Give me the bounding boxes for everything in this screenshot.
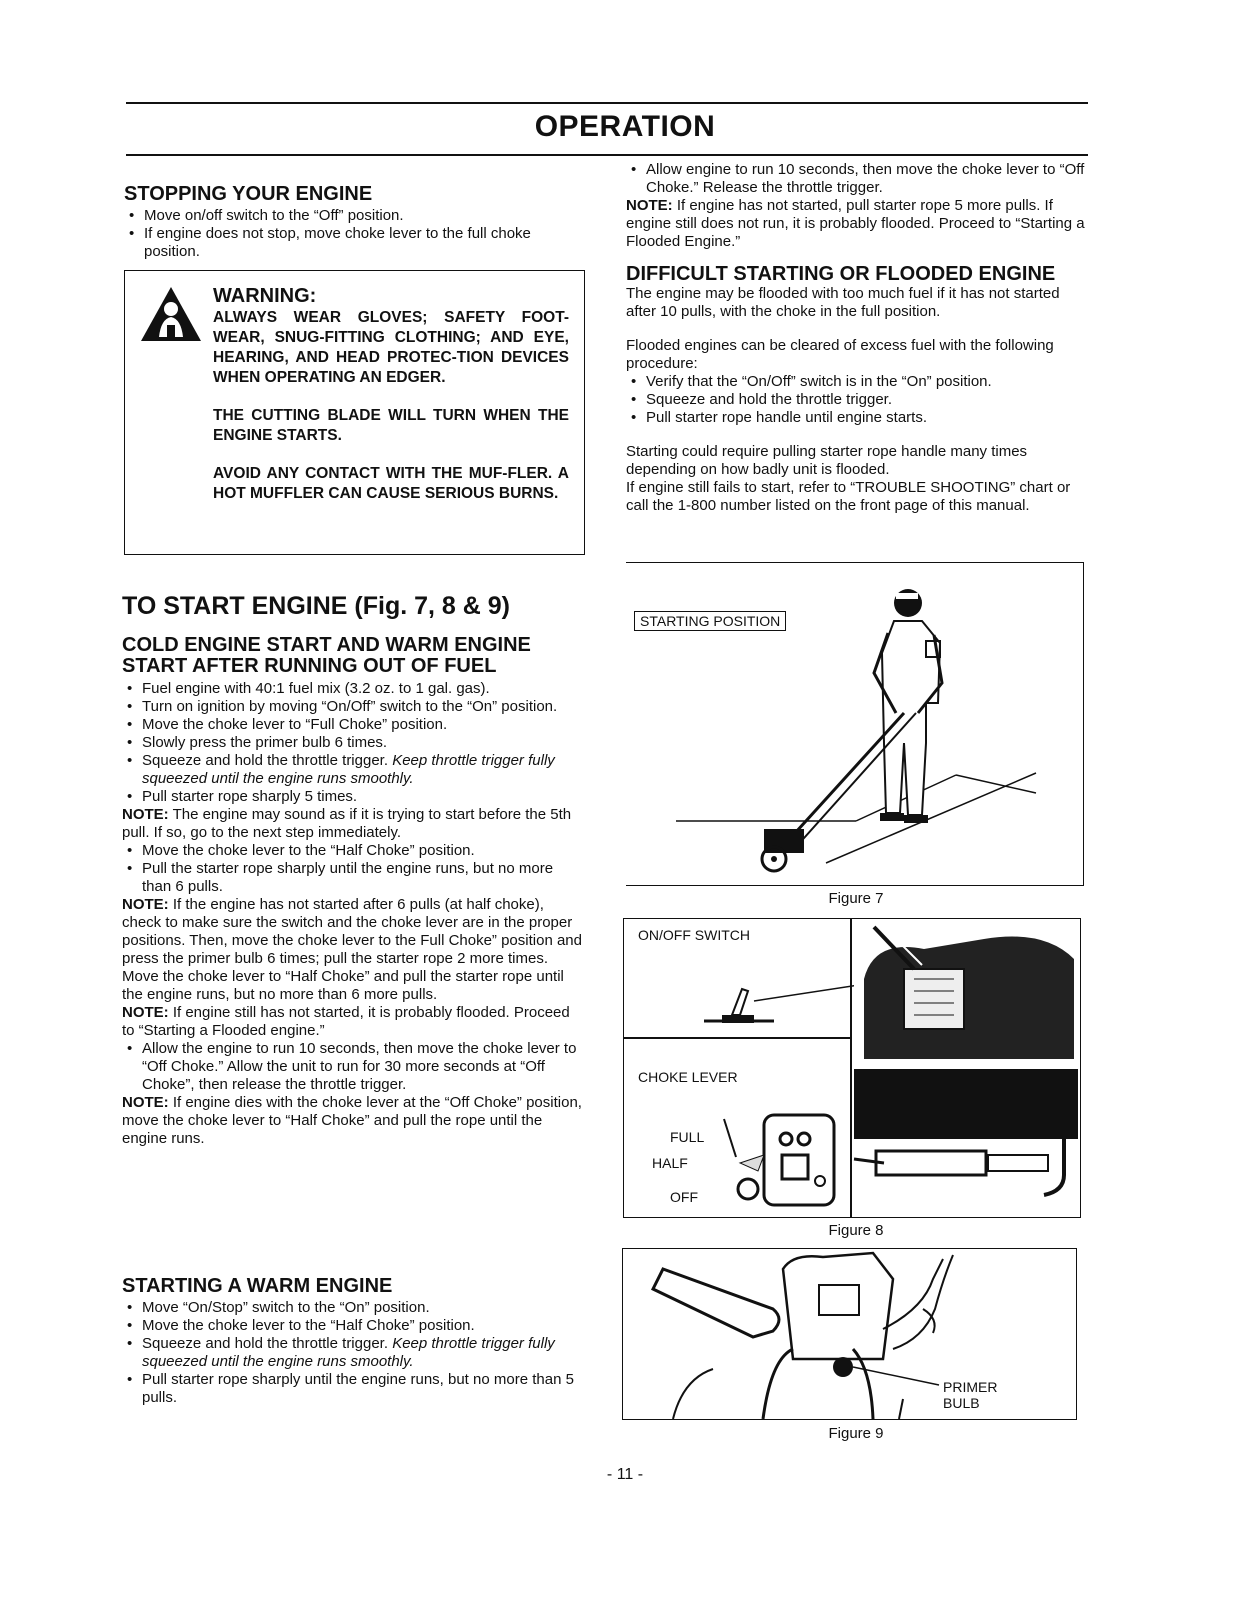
list-item: • Allow the engine to run 10 seconds, then move the choke lever to “Off Choke.” Allow the unit to run for 30 more seconds at “Off Choke”, then release the throttle trigger. [122, 1040, 584, 1094]
note-4 [122, 1094, 584, 1148]
note-3 [122, 1004, 584, 1040]
stopping-list [124, 207, 586, 261]
figure-9-caption: Figure 9 [828, 1425, 884, 1442]
note-text: If the engine has not started after 6 pulls (at half choke), check to make sure the switch and the choke lever are in the proper positions. Then, move the choke lever to the Full Choke” position and press the primer bulb 6 times; pull the starter rope 2 more times. Move the choke lever to “Half Choke” and pull the starter rope until the engine runs, but no more than 6 more pulls. [122, 896, 582, 1003]
primer-bulb-illustration [623, 1249, 1076, 1419]
choke-half-label: HALF [652, 1155, 688, 1171]
list-item: • Fuel engine with 40:1 fuel mix (3.2 oz. to 1 gal. gas). [122, 680, 584, 698]
list-item: • Move the choke lever to the “Half Choke” position. [122, 842, 584, 860]
right-note [626, 197, 1088, 251]
warning-text-1: ALWAYS WEAR GLOVES; SAFETY FOOT-WEAR, SNUG-FITTING CLOTHING; AND EYE, HEARING, AND HEAD PROTEC-TION DEVICES WHEN OPERATING AN EDGER. [213, 309, 569, 386]
start-heading: TO START ENGINE (Fig. 7, 8 & 9) [122, 592, 511, 620]
figure-8 [623, 918, 1081, 1218]
list-item: • Move on/off switch to the “Off” position. [124, 207, 586, 225]
list-item: • If engine does not stop, move choke lever to the full choke position. [124, 225, 586, 261]
allow-engine-list [626, 161, 1088, 197]
start-section [122, 592, 584, 1148]
figure-9 [622, 1248, 1077, 1420]
warning-title: WARNING: [213, 285, 317, 307]
right-column-text [626, 161, 1088, 515]
list-item [122, 1335, 584, 1371]
bulb-label: BULB [943, 1395, 980, 1411]
squeeze-italic: Keep throttle trigger fully squeezed until the engine runs smoothly. [142, 752, 555, 787]
cold-start-list [122, 680, 584, 806]
list-item [122, 752, 584, 788]
choke-list [122, 842, 584, 896]
squeeze-italic: Keep throttle trigger fully squeezed until the engine runs smoothly. [142, 1335, 555, 1370]
flooded-list [626, 373, 1088, 427]
note-text: If engine has not started, pull starter rope 5 more pulls. If engine still does not run, it is probably flooded. Proceed to “Starting a Flooded Engine.” [626, 197, 1085, 250]
list-item: • Move the choke lever to the “Half Choke” position. [122, 1317, 584, 1335]
list-item: • Move “On/Stop” switch to the “On” position. [122, 1299, 584, 1317]
operator-illustration [626, 563, 1082, 885]
note-text: If engine still has not started, it is probably flooded. Proceed to “Starting a Flooded engine.” [122, 1004, 570, 1039]
list-item: • Pull starter rope sharply until the engine runs, but no more than 5 pulls. [122, 1371, 584, 1407]
note-text: If engine dies with the choke lever at the “Off Choke” position, move the choke lever to “Half Choke” and pull the rope until the engine runs. [122, 1094, 582, 1147]
flooded-text-3: Starting could require pulling starter rope handle many times depending on how badly unit is flooded. [626, 443, 1028, 478]
list-item: • Allow engine to run 10 seconds, then move the choke lever to “Off Choke.” Release the throttle trigger. [626, 161, 1088, 197]
warning-text-2: THE CUTTING BLADE WILL TURN WHEN THE ENGINE STARTS. [213, 407, 569, 444]
list-item: • Slowly press the primer bulb 6 times. [122, 734, 584, 752]
note-label: NOTE: [626, 197, 673, 214]
warm-start-section [122, 1276, 584, 1407]
stopping-heading: STOPPING YOUR ENGINE [124, 183, 373, 205]
flooded-text-2: Flooded engines can be cleared of excess fuel with the following procedure: [626, 337, 1054, 372]
list-item: • Verify that the “On/Off” switch is in the “On” position. [626, 373, 1088, 391]
list-item: • Pull starter rope handle until engine starts. [626, 409, 1088, 427]
title-underline [126, 154, 1088, 156]
warning-box [124, 270, 585, 555]
flooded-text-4: If engine still fails to start, refer to “TROUBLE SHOOTING” chart or call the 1-800 number listed on the front page of this manual. [626, 479, 1071, 514]
note-label: NOTE: [122, 1094, 169, 1111]
warm-start-heading: STARTING A WARM ENGINE [122, 1275, 393, 1297]
list-item: • Pull the starter rope sharply until the engine runs, but no more than 6 pulls. [122, 860, 584, 896]
engine-controls-illustration [624, 919, 1080, 1217]
squeeze-text: Squeeze and hold the throttle trigger. [142, 752, 393, 769]
figure-7 [626, 562, 1084, 886]
note-label: NOTE: [122, 806, 169, 823]
figure-8-caption: Figure 8 [828, 1222, 884, 1239]
primer-label: PRIMER [943, 1379, 998, 1395]
flooded-text-1: The engine may be flooded with too much fuel if it has not started after 10 pulls, with the choke in the full position. [626, 285, 1060, 320]
warning-triangle-icon [139, 285, 203, 343]
choke-off-label: OFF [670, 1189, 698, 1205]
cold-start-heading: COLD ENGINE START AND WARM ENGINE START AFTER RUNNING OUT OF FUEL [122, 634, 531, 677]
starting-position-label: STARTING POSITION [634, 611, 786, 631]
page-title: OPERATION [534, 110, 716, 143]
note-label: NOTE: [122, 1004, 169, 1021]
allow-list [122, 1040, 584, 1094]
note-text: The engine may sound as if it is trying to start before the 5th pull. If so, go to the next step immediately. [122, 806, 572, 841]
warning-text-3: AVOID ANY CONTACT WITH THE MUF-FLER. A HOT MUFFLER CAN CAUSE SERIOUS BURNS. [213, 465, 569, 502]
figure-7-caption: Figure 7 [828, 890, 884, 907]
stopping-section [124, 184, 586, 261]
page-number: - 11 - [606, 1466, 644, 1483]
list-item: • Move the choke lever to “Full Choke” position. [122, 716, 584, 734]
list-item: • Turn on ignition by moving “On/Off” switch to the “On” position. [122, 698, 584, 716]
warm-start-list [122, 1299, 584, 1407]
choke-lever-label: CHOKE LEVER [638, 1069, 738, 1085]
top-rule [126, 102, 1088, 104]
squeeze-text: Squeeze and hold the throttle trigger. [142, 1335, 393, 1352]
note-label: NOTE: [122, 896, 169, 913]
on-off-switch-label: ON/OFF SWITCH [638, 927, 750, 943]
choke-full-label: FULL [670, 1129, 705, 1145]
list-item: • Squeeze and hold the throttle trigger. [626, 391, 1088, 409]
list-item: • Pull starter rope sharply 5 times. [122, 788, 584, 806]
note-1 [122, 806, 584, 842]
note-2 [122, 896, 584, 1004]
flooded-heading: DIFFICULT STARTING OR FLOODED ENGINE [626, 263, 1056, 285]
